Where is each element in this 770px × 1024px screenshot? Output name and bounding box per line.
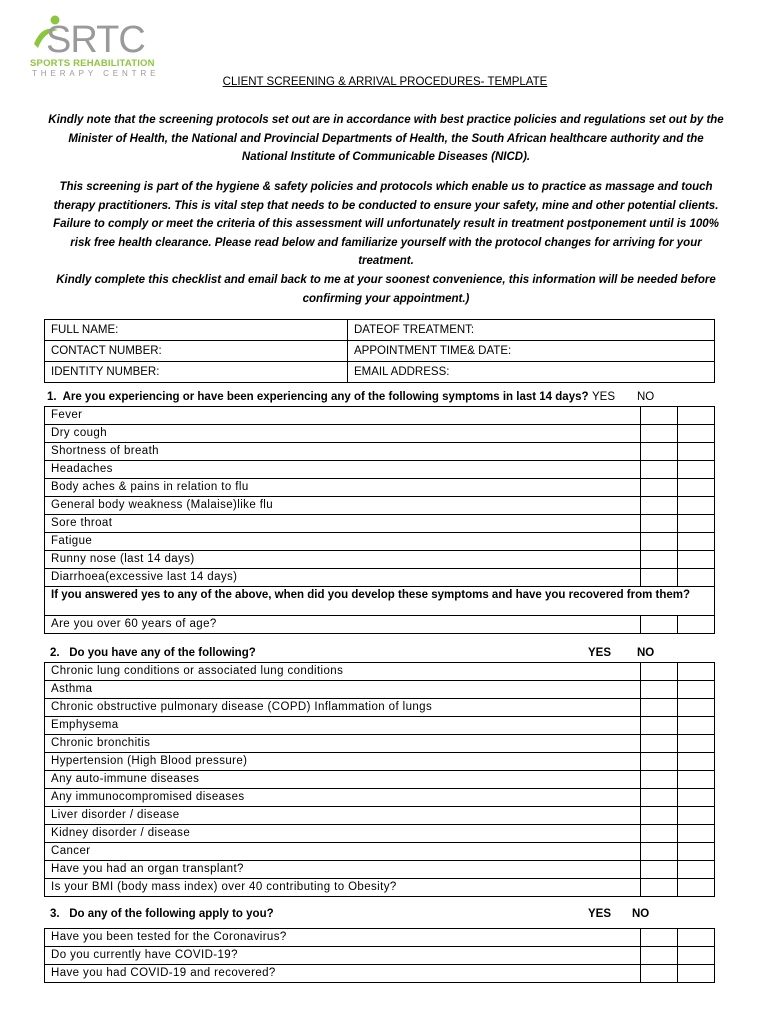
question-label: Hypertension (High Blood pressure) [45, 753, 641, 771]
table-row [45, 461, 715, 479]
question-label: Have you been tested for the Coronavirus? [45, 929, 641, 947]
no-checkbox[interactable] [677, 681, 714, 699]
intro-paragraph-2: This screening is part of the hygiene & safety policies and protocols which enable us to practice as massage and touch therapy practitioners. This is vital step that needs to be conducted to ensure your safety, mine and other potential clients. Failure to comply or meet the criteria of this assessment will unfortunately result in treatment postponement until is 100% risk free health clearance. Please read below and familiarize yourself with the protocol changes for arriving for your treatment. [53, 181, 719, 268]
question-label: Have you had an organ transplant? [45, 861, 641, 879]
email-field[interactable]: EMAIL ADDRESS: [348, 362, 715, 383]
logo-subtitle-2: THERAPY CENTRE [32, 69, 160, 78]
question-label: Asthma [45, 681, 641, 699]
question-label: Sore throat [45, 515, 641, 533]
no-checkbox[interactable] [677, 551, 714, 569]
no-checkbox[interactable] [677, 717, 714, 735]
age-question: Are you over 60 years of age? [45, 616, 641, 634]
no-checkbox[interactable] [677, 947, 714, 965]
full-name-field[interactable]: FULL NAME: [45, 320, 348, 341]
question-label: Liver disorder / disease [45, 807, 641, 825]
date-of-treatment-field[interactable]: DATEOF TREATMENT: [348, 320, 715, 341]
no-checkbox[interactable] [677, 879, 714, 897]
question-label: Headaches [45, 461, 641, 479]
question-label: Chronic lung conditions or associated lung conditions [45, 663, 641, 681]
yes-checkbox[interactable] [640, 965, 677, 983]
yes-checkbox[interactable] [640, 425, 677, 443]
no-checkbox[interactable] [677, 663, 714, 681]
no-checkbox[interactable] [677, 461, 714, 479]
question-label: Fever [45, 407, 641, 425]
no-checkbox[interactable] [677, 807, 714, 825]
table-row [45, 425, 715, 443]
question-label: Kidney disorder / disease [45, 825, 641, 843]
no-checkbox[interactable] [677, 735, 714, 753]
recovery-question: If you answered yes to any of the above, when did you develop these symptoms and have you recovered from them? [45, 587, 715, 616]
question-label: Emphysema [45, 717, 641, 735]
no-checkbox[interactable] [677, 771, 714, 789]
table-row [45, 681, 715, 699]
yes-checkbox[interactable] [640, 515, 677, 533]
section-2-yes-header: YES [588, 647, 612, 659]
question-label: Diarrhoea(excessive last 14 days) [45, 569, 641, 587]
yes-checkbox[interactable] [640, 807, 677, 825]
yes-checkbox[interactable] [640, 717, 677, 735]
section-2-heading [50, 647, 256, 659]
no-checkbox[interactable] [677, 407, 714, 425]
no-checkbox[interactable] [677, 443, 714, 461]
no-checkbox[interactable] [677, 843, 714, 861]
no-checkbox[interactable] [677, 929, 714, 947]
question-label: Chronic bronchitis [45, 735, 641, 753]
table-row [45, 947, 715, 965]
question-label: Any immunocompromised diseases [45, 789, 641, 807]
section-3-number: 3. [50, 908, 60, 920]
table-row [45, 879, 715, 897]
yes-checkbox[interactable] [640, 569, 677, 587]
table-row [45, 551, 715, 569]
table-row [45, 843, 715, 861]
yes-checkbox[interactable] [640, 443, 677, 461]
question-label: Have you had COVID-19 and recovered? [45, 965, 641, 983]
table-row [45, 735, 715, 753]
question-label: Shortness of breath [45, 443, 641, 461]
intro-paragraph-3: Kindly complete this checklist and email back to me at your soonest convenience, this information will be needed before confirming your appointment.) [56, 274, 716, 305]
yes-checkbox[interactable] [640, 681, 677, 699]
section-1-heading [47, 391, 589, 403]
yes-checkbox[interactable] [640, 497, 677, 515]
yes-checkbox[interactable] [640, 753, 677, 771]
no-checkbox[interactable] [677, 497, 714, 515]
yes-checkbox[interactable] [640, 879, 677, 897]
no-checkbox[interactable] [677, 825, 714, 843]
yes-checkbox[interactable] [640, 551, 677, 569]
table-row [45, 587, 715, 616]
table-row [45, 569, 715, 587]
question-label: Chronic obstructive pulmonary disease (COPD) Inflammation of lungs [45, 699, 641, 717]
table-row [45, 407, 715, 425]
question-label: Fatigue [45, 533, 641, 551]
question-label: Do you currently have COVID-19? [45, 947, 641, 965]
table-row [45, 616, 715, 634]
yes-checkbox[interactable] [640, 479, 677, 497]
yes-checkbox[interactable] [640, 461, 677, 479]
table-row [45, 753, 715, 771]
question-label: Runny nose (last 14 days) [45, 551, 641, 569]
logo-wordmark: SRTC [46, 19, 145, 61]
section-2-table [44, 662, 715, 897]
no-checkbox[interactable] [677, 569, 714, 587]
srtc-logo [30, 14, 160, 78]
yes-checkbox[interactable] [640, 947, 677, 965]
section-1-table [44, 406, 715, 634]
no-checkbox[interactable] [677, 965, 714, 983]
no-checkbox[interactable] [677, 789, 714, 807]
no-checkbox[interactable] [677, 616, 714, 634]
yes-checkbox[interactable] [640, 663, 677, 681]
section-2-number: 2. [50, 647, 60, 659]
no-checkbox[interactable] [677, 515, 714, 533]
section-1-title: Are you experiencing or have been experiencing any of the following symptoms in last 14 days? [62, 391, 589, 403]
yes-checkbox[interactable] [640, 861, 677, 879]
table-row [45, 515, 715, 533]
yes-checkbox[interactable] [640, 407, 677, 425]
table-row [45, 789, 715, 807]
section-3-heading [50, 908, 274, 920]
no-checkbox[interactable] [677, 479, 714, 497]
yes-checkbox[interactable] [640, 616, 677, 634]
no-checkbox[interactable] [677, 753, 714, 771]
section-1-no-header: NO [637, 391, 655, 403]
section-3-yes-header: YES [588, 908, 612, 920]
yes-checkbox[interactable] [640, 771, 677, 789]
document-title: CLIENT SCREENING & ARRIVAL PROCEDURES- TEMPLATE [222, 76, 548, 88]
question-label: Any auto-immune diseases [45, 771, 641, 789]
question-label: Dry cough [45, 425, 641, 443]
contact-number-field[interactable]: CONTACT NUMBER: [45, 341, 348, 362]
table-row [45, 717, 715, 735]
client-info-table [44, 319, 715, 383]
yes-checkbox[interactable] [640, 929, 677, 947]
table-row [45, 825, 715, 843]
section-1-yes-header: YES [592, 391, 616, 403]
table-row [45, 479, 715, 497]
no-checkbox[interactable] [677, 425, 714, 443]
table-row [45, 965, 715, 983]
yes-checkbox[interactable] [640, 699, 677, 717]
yes-checkbox[interactable] [640, 789, 677, 807]
no-checkbox[interactable] [677, 533, 714, 551]
table-row [45, 443, 715, 461]
yes-checkbox[interactable] [640, 533, 677, 551]
logo-subtitle-1: SPORTS REHABILITATION [30, 58, 155, 69]
section-3-title: Do any of the following apply to you? [69, 908, 274, 920]
yes-checkbox[interactable] [640, 843, 677, 861]
table-row [45, 861, 715, 879]
table-row [45, 699, 715, 717]
intro-paragraph-1: Kindly note that the screening protocols set out are in accordance with best practice policies and regulations set out by the Minister of Health, the National and Provincial Departments of Health, the South African healthcare authority and the National Institute of Communicable Diseases (NICD). [48, 114, 724, 164]
table-row [45, 929, 715, 947]
appointment-field[interactable]: APPOINTMENT TIME& DATE: [348, 341, 715, 362]
no-checkbox[interactable] [677, 861, 714, 879]
yes-checkbox[interactable] [640, 735, 677, 753]
section-3-no-header: NO [632, 908, 650, 920]
section-2-title: Do you have any of the following? [69, 647, 256, 659]
table-row [45, 497, 715, 515]
identity-number-field[interactable]: IDENTITY NUMBER: [45, 362, 348, 383]
question-label: General body weakness (Malaise)like flu [45, 497, 641, 515]
yes-checkbox[interactable] [640, 825, 677, 843]
section-1-number: 1. [47, 391, 57, 403]
table-row [45, 807, 715, 825]
question-label: Cancer [45, 843, 641, 861]
section-2-no-header: NO [637, 647, 655, 659]
question-label: Is your BMI (body mass index) over 40 contributing to Obesity? [45, 879, 641, 897]
table-row [45, 663, 715, 681]
section-3-table [44, 928, 715, 983]
table-row [45, 533, 715, 551]
no-checkbox[interactable] [677, 699, 714, 717]
table-row [45, 771, 715, 789]
question-label: Body aches & pains in relation to flu [45, 479, 641, 497]
